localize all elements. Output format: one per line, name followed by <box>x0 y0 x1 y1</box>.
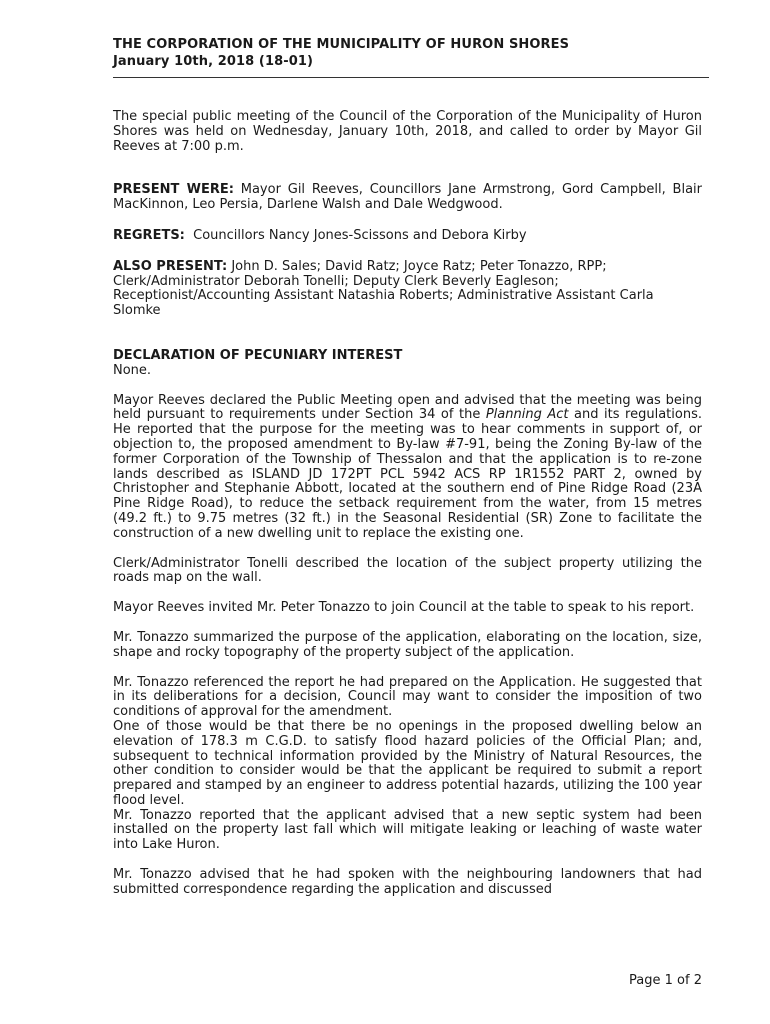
mayor-paragraph: Mayor Reeves declared the Public Meeting open and advised that the meeting was being held pursuant to requirements under Section 34 of the Planning Act and its regulations. He reported that the purpose for the meeting was to hear comments in support of, or objection to, the proposed amendment to By-law #7-91, being the Zoning By-law of the former Corporation of the Township of Thessalon and that the application is to re-zone lands described as ISLAND JD 172PT PCL 5942 ACS RP 1R1552 PART 2, owned by Christopher and Stephanie Abbott, located at the southern end of Pine Ridge Road (23A Pine Ridge Road), to reduce the setback requirement from the water, from 15 metres (49.2 ft.) to 9.75 metres (32 ft.) in the Seasonal Residential (SR) Zone to facilitate the construction of a new dwelling unit to replace the existing one. <box>113 392 702 541</box>
present-paragraph <box>113 183 702 213</box>
document-header <box>113 36 709 70</box>
regrets-text: Councillors Nancy Jones-Scissons and Debora Kirby <box>184 227 527 243</box>
also-present-text: John D. Sales; David Ratz; Joyce Ratz; Peter Tonazzo, RPP; Clerk/Administrator Deborah Tonelli; Deputy Clerk Beverly Eagleson; Receptionist/Accounting Assistant Natashia Roberts; Administrative Assistant Carla Slomke <box>113 258 654 319</box>
pecuniary-heading: DECLARATION OF PECUNIARY INTEREST <box>113 347 403 363</box>
planning-act-italic: Planning Act <box>485 407 569 423</box>
clerk-paragraph: Clerk/Administrator Tonelli described the location of the subject property utilizing the roads map on the wall. <box>113 555 702 586</box>
meeting-date: January 10th, 2018 (18-01) <box>113 54 314 69</box>
neighbours-paragraph: Mr. Tonazzo advised that he had spoken with the neighbouring landowners that had submitted correspondence regarding the application and discussed <box>113 867 702 897</box>
also-present-label: ALSO PRESENT: <box>113 258 228 274</box>
document-title: THE CORPORATION OF THE MUNICIPALITY OF HURON SHORES <box>113 37 570 52</box>
report-paragraph-1: Mr. Tonazzo referenced the report he had prepared on the Application. He suggested that in its deliberations for a decision, Council may want to consider the imposition of two conditions of approval for the amendment. <box>113 674 702 720</box>
report-paragraph-2: One of those would be that there be no openings in the proposed dwelling below an elevation of 178.3 m C.G.D. to satisfy flood hazard policies of the Official Plan; and, subsequent to technical information provided by the Ministry of Natural Resources, the other condition to consider would be that the applicant be required to submit a report prepared and stamped by an engineer to address potential hazards, utilizing the 100 year flood level. <box>113 718 702 808</box>
report-paragraph-3: Mr. Tonazzo reported that the applicant advised that a new septic system had been installed on the property last fall which will mitigate leaking or leaching of waste water into Lake Huron. <box>113 807 702 853</box>
also-present-paragraph <box>113 260 702 319</box>
present-label: PRESENT WERE: <box>113 182 234 198</box>
regrets-label: REGRETS: <box>113 227 185 243</box>
pecuniary-text: None. <box>113 362 152 378</box>
regrets-paragraph <box>113 229 702 244</box>
page-number: Page 1 of 2 <box>629 973 702 988</box>
present-text: Mayor Gil Reeves, Councillors Jane Armstrong, Gord Campbell, Blair MacKinnon, Leo Persia, Darlene Walsh and Dale Wedgwood. <box>113 182 702 213</box>
summary-paragraph: Mr. Tonazzo summarized the purpose of the application, elaborating on the location, size, shape and rocky topography of the property subject of the application. <box>113 629 702 660</box>
header-divider <box>113 77 709 78</box>
minutes-body <box>113 110 702 898</box>
intro-paragraph: The special public meeting of the Council of the Corporation of the Municipality of Huron Shores was held on Wednesday, January 10th, 2018, and called to order by Mayor Gil Reeves at 7:00 p.m. <box>113 109 702 154</box>
invite-paragraph: Mayor Reeves invited Mr. Peter Tonazzo to join Council at the table to speak to his report. <box>113 600 695 616</box>
